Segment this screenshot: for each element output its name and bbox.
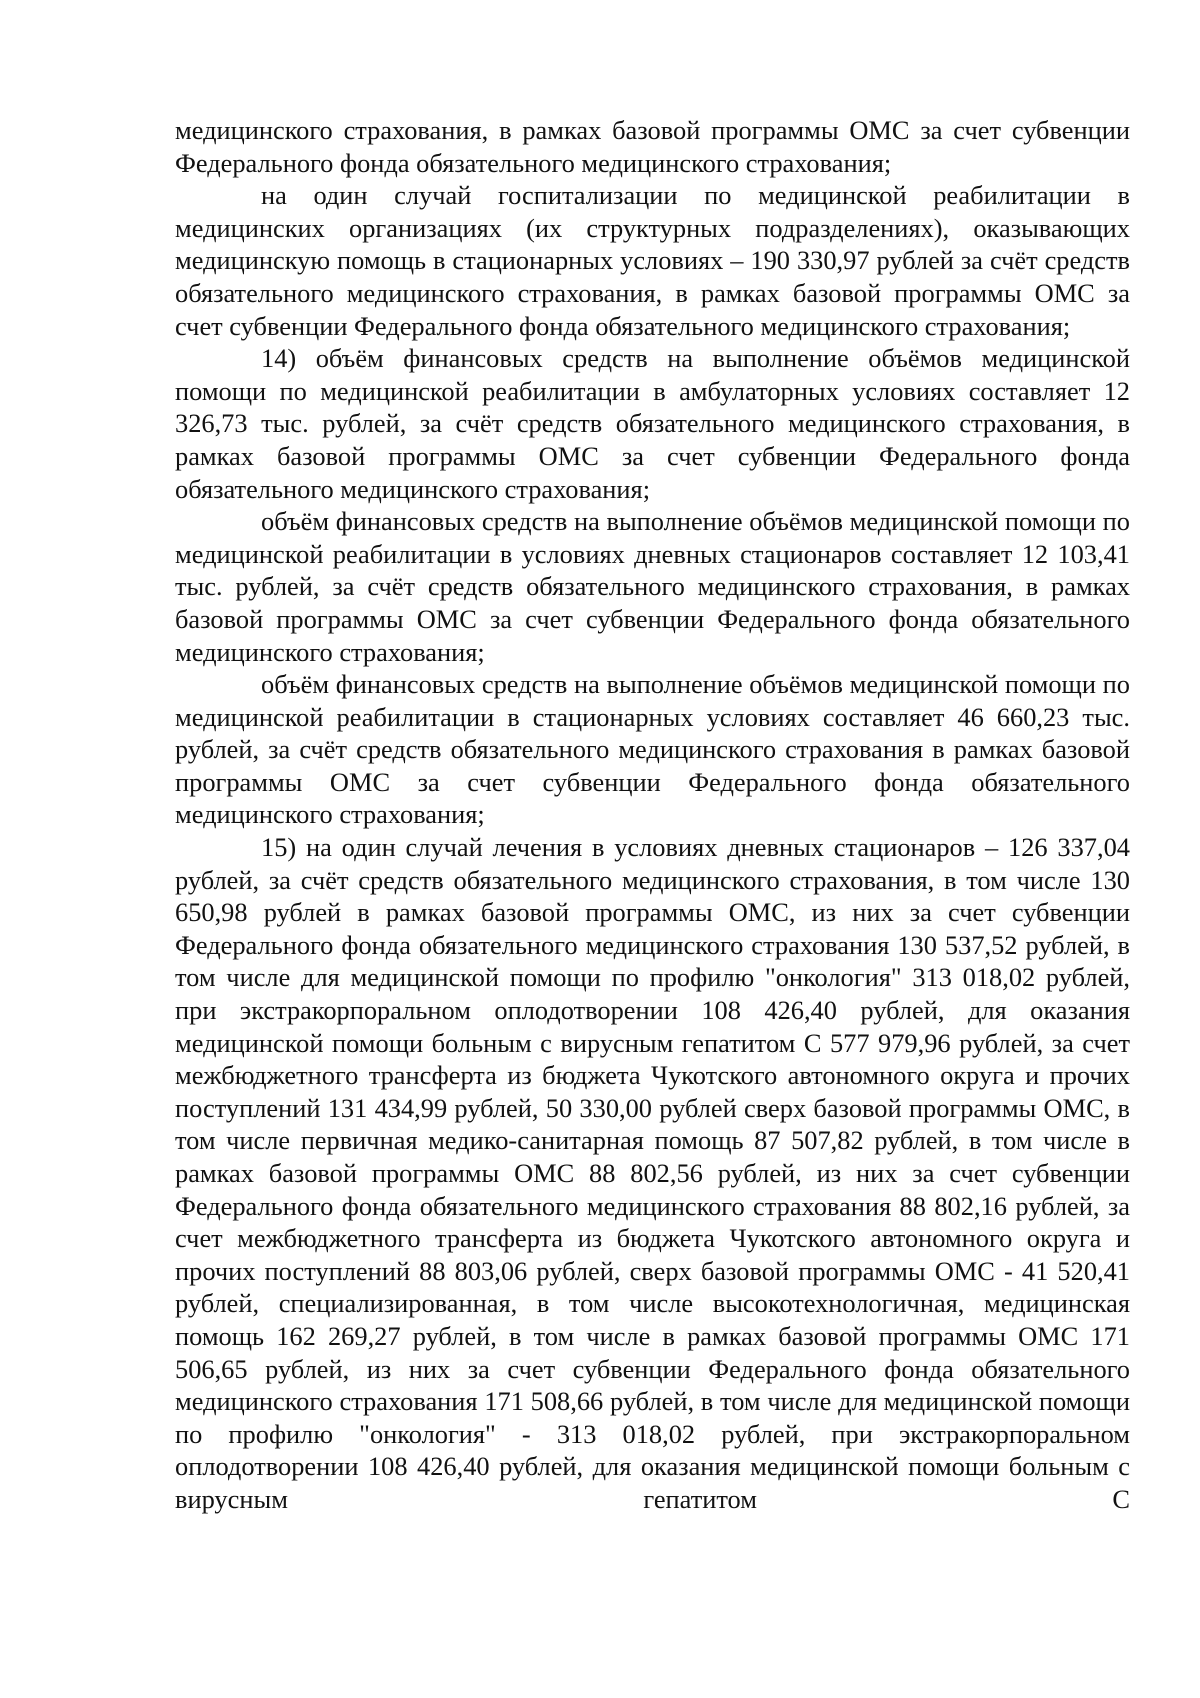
paragraph-inpatient-rehab: объём финансовых средств на выполнение объёмов медицинской помощи по медицинской реабилитации в стационарных условиях составляет 46 660,23 тыс. рублей, за счёт средств обязательного медицинского страхования в рамках базовой программы ОМС за счет субвенции Федерального фонда обязательного медицинского страхования;: [175, 669, 1130, 830]
paragraph-item-15-day-hospital: 15) на один случай лечения в условиях дневных стационаров – 126 337,04 рублей, за счёт средств обязательного медицинского страхования, в том числе 130 650,98 рублей в рамках базовой программы ОМС, из них за счет субвенции Федерального фонда обязательного медицинского страхования 130 537,52 рублей, в том числе для медицинской помощи по профилю "онкология" 313 018,02 рублей, при экстракорпоральном оплодотворении 108 426,40 рублей, для оказания медицинской помощи больным с вирусным гепатитом С 577 979,96 рублей, за счет межбюджетного трансферта из бюджета Чукотского автономного округа и прочих поступлений 131 434,99 рублей, 50 330,00 рублей сверх базовой программы ОМС, в том числе первичная медико-санитарная помощь 87 507,82 рублей, в том числе в рамках базовой программы ОМС 88 802,56 рублей, из них за счет субвенции Федерального фонда обязательного медицинского страхования 88 802,16 рублей, за счет межбюджетного трансферта из бюджета Чукотского автономного округа и прочих поступлений 88 803,06 рублей, сверх базовой программы ОМС - 41 520,41 рублей, специализированная, в том числе высокотехнологичная, медицинская помощь 162 269,27 рублей, в том числе в рамках базовой программы ОМС 171 506,65 рублей, из них за счет субвенции Федерального фонда обязательного медицинского страхования 171 508,66 рублей, в том числе для медицинской помощи по профилю "онкология" - 313 018,02 рублей, при экстракорпоральном оплодотворении 108 426,40 рублей, для оказания медицинской помощи больным с вирусным гепатитом С: [175, 832, 1130, 1514]
paragraph-day-hospital-rehab: объём финансовых средств на выполнение объёмов медицинской помощи по медицинской реабилитации в условиях дневных стационаров составляет 12 103,41 тыс. рублей, за счёт средств обязательного медицинского страхования, в рамках базовой программы ОМС за счет субвенции Федерального фонда обязательного медицинского страхования;: [175, 506, 1130, 667]
paragraph-continuation: медицинского страхования, в рамках базовой программы ОМС за счет субвенции Федерального фонда обязательного медицинского страхования;: [175, 115, 1130, 178]
paragraph-hospitalization-rehab: на один случай госпитализации по медицинской реабилитации в медицинских организациях (их структурных подразделениях), оказывающих медицинскую помощь в стационарных условиях – 190 330,97 рублей за счёт средств обязательного медицинского страхования, в рамках базовой программы ОМС за счет субвенции Федерального фонда обязательного медицинского страхования;: [175, 180, 1130, 341]
document-body: [175, 114, 1130, 1516]
paragraph-item-14-ambulatory: 14) объём финансовых средств на выполнение объёмов медицинской помощи по медицинской реабилитации в амбулаторных условиях составляет 12 326,73 тыс. рублей, за счёт средств обязательного медицинского страхования, в рамках базовой программы ОМС за счет субвенции Федерального фонда обязательного медицинского страхования;: [175, 343, 1130, 504]
